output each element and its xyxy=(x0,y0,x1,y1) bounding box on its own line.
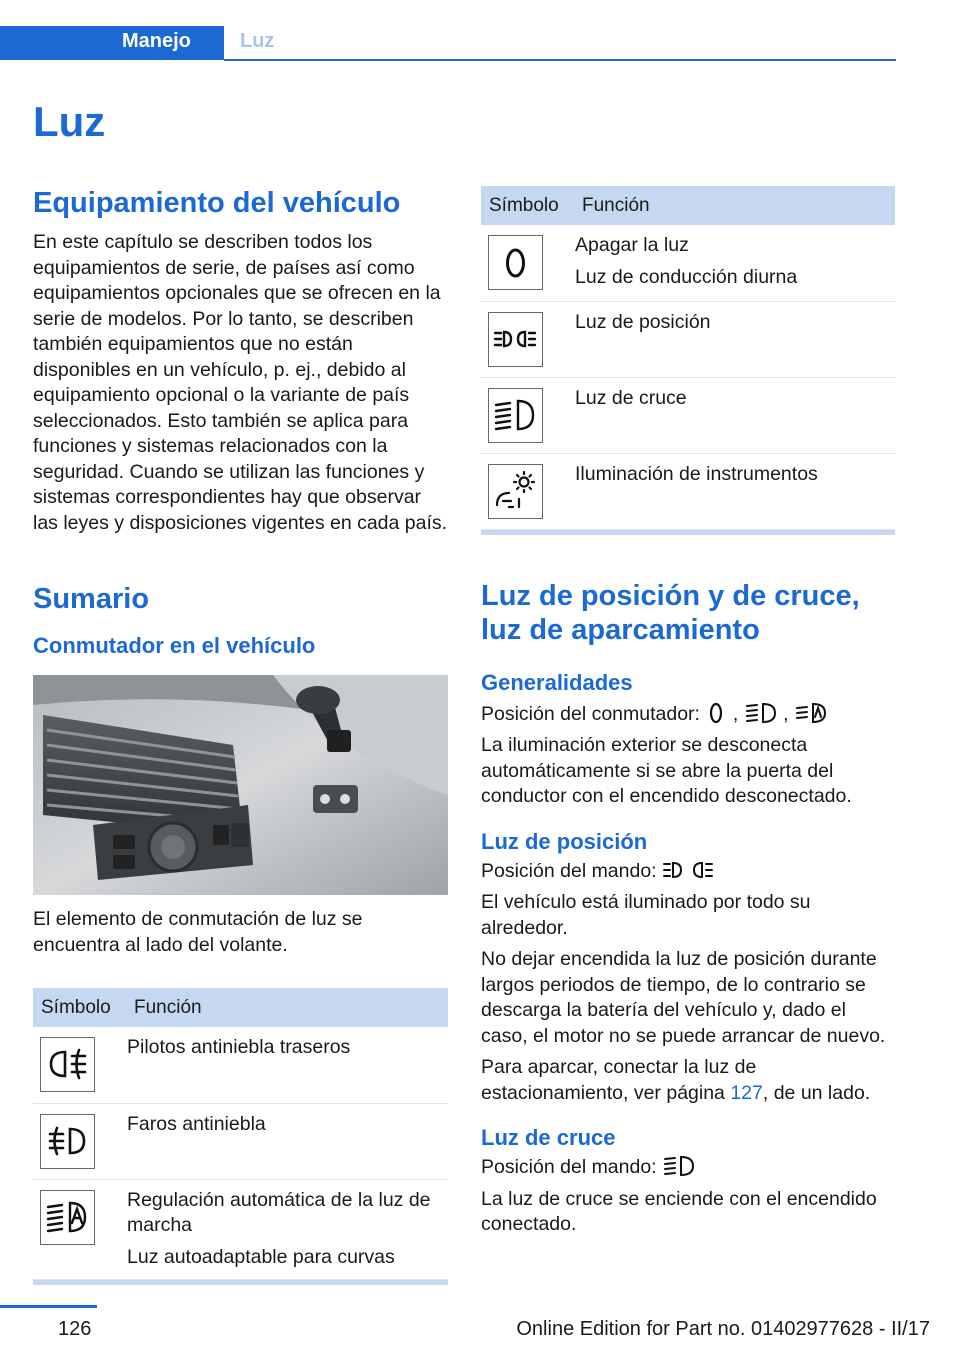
function-text: Luz de cruce xyxy=(575,386,687,409)
equipamiento-heading: Equipamiento del vehículo xyxy=(33,187,401,219)
text-segment: , de un lado. xyxy=(762,1081,871,1104)
function-text: Faros antiniebla xyxy=(127,1112,266,1135)
luz-posicion-heading: Luz de posición xyxy=(481,828,648,854)
header-tab-luz[interactable]: Luz xyxy=(240,30,275,52)
lights-off-icon xyxy=(705,701,727,725)
instrument-lighting-icon xyxy=(488,464,543,519)
front-fog-light-icon xyxy=(40,1114,95,1169)
posicion-cruce-heading: Luz de posición y de cruce, luz de aparcamiento xyxy=(481,579,860,646)
table-row xyxy=(481,377,895,453)
posicion-mando-line xyxy=(481,858,895,885)
col-symbol-header: Símbolo xyxy=(33,988,126,1027)
col-symbol-header: Símbolo xyxy=(481,186,574,225)
auto-headlight-icon xyxy=(794,701,828,725)
generalidades-heading: Generalidades xyxy=(481,669,633,695)
pos-label: Posición del mando: xyxy=(481,1156,657,1178)
pos-label: Posición del mando: xyxy=(481,859,657,882)
right-symbol-table xyxy=(481,186,895,530)
posicion-text-1: El vehículo está iluminado por todo su alrededor. xyxy=(481,891,811,939)
cruce-mando-line xyxy=(481,1154,895,1181)
table-row xyxy=(481,301,895,377)
low-beam-icon xyxy=(662,1154,696,1178)
function-text: Pilotos antiniebla traseros xyxy=(127,1036,351,1058)
sumario-heading: Sumario xyxy=(33,583,150,615)
luz-cruce-heading: Luz de cruce xyxy=(481,1125,616,1150)
function-text: Luz autoadaptable para curvas xyxy=(127,1245,395,1268)
equipamiento-text: En este capítulo se describen todos los equipamientos de serie, de países así como equipamientos opcionales que se ofrecen en la serie de modelos. Por lo tanto, se describen también equipamientos que no están disponibles en un vehículo, p. ej., debido al equipamiento opcional o la variante de país seleccionados. Esto también se aplica para funciones y sistemas relacionados con la seguridad. Cuando se utilizan las funciones y sistemas correspondientes hay que observar las leyes y disposiciones vigentes en cada país. xyxy=(33,231,448,534)
col-function-header: Función xyxy=(574,186,895,225)
table-end-rule xyxy=(33,1280,448,1285)
cruce-text: La luz de cruce se enciende con el encendido conectado. xyxy=(481,1187,877,1235)
text-segment: Para aparcar, conectar la luz de estacionamiento, ver página xyxy=(481,1056,757,1104)
separator: , xyxy=(783,702,789,725)
left-symbol-table xyxy=(33,988,448,1280)
switch-positions-line xyxy=(481,701,895,728)
light-switch-photo xyxy=(33,675,448,895)
posicion-text-2: No dejar encendida la luz de posición durante largos periodos de tiempo, de lo contrario se descarga la batería del vehículo y, dado el caso, el motor no se puede arrancar de nuevo. xyxy=(481,948,886,1047)
table-row xyxy=(481,453,895,529)
parking-light-icon xyxy=(662,858,714,882)
footer-rule xyxy=(0,1305,97,1308)
col-function-header: Función xyxy=(126,988,448,1027)
lights-off-icon xyxy=(488,235,543,290)
separator: , xyxy=(732,702,739,725)
low-beam-icon xyxy=(744,701,778,725)
conmutador-heading: Conmutador en el vehículo xyxy=(33,633,316,658)
page-link-127[interactable]: 127 xyxy=(730,1081,763,1104)
table-row xyxy=(481,225,895,301)
left-column xyxy=(33,186,448,1285)
page-title: Luz xyxy=(33,98,106,145)
table-end-rule xyxy=(481,530,895,535)
posicion-text-3 xyxy=(481,1055,895,1106)
edition-text: Online Edition for Part no. 01402977628 - II/17 xyxy=(516,1318,930,1340)
auto-headlight-icon xyxy=(40,1190,95,1245)
switch-caption: El elemento de conmutación de luz se encuentra al lado del volante. xyxy=(33,908,363,956)
generalidades-text: La iluminación exterior se desconecta automáticamente si se abre la puerta del conductor con el encendido desconectado. xyxy=(481,734,852,807)
low-beam-icon xyxy=(488,388,543,443)
function-text: Apagar la luz xyxy=(575,234,689,256)
right-column xyxy=(481,186,895,1238)
table-row xyxy=(33,1103,448,1179)
header xyxy=(0,0,896,62)
header-rule xyxy=(224,59,896,61)
page-number: 126 xyxy=(58,1318,92,1340)
function-text: Regulación automática de la luz de marcha xyxy=(127,1188,431,1236)
switch-pos-label: Posición del conmutador: xyxy=(481,702,700,725)
rear-fog-light-icon xyxy=(40,1037,95,1092)
function-text: Luz de posición xyxy=(575,310,711,333)
function-text: Luz de conducción diurna xyxy=(575,266,798,288)
table-row xyxy=(33,1179,448,1279)
header-tab-manejo[interactable]: Manejo xyxy=(122,30,191,52)
parking-light-icon xyxy=(488,312,543,367)
table-row xyxy=(33,1027,448,1103)
function-text: Iluminación de instrumentos xyxy=(575,462,818,485)
